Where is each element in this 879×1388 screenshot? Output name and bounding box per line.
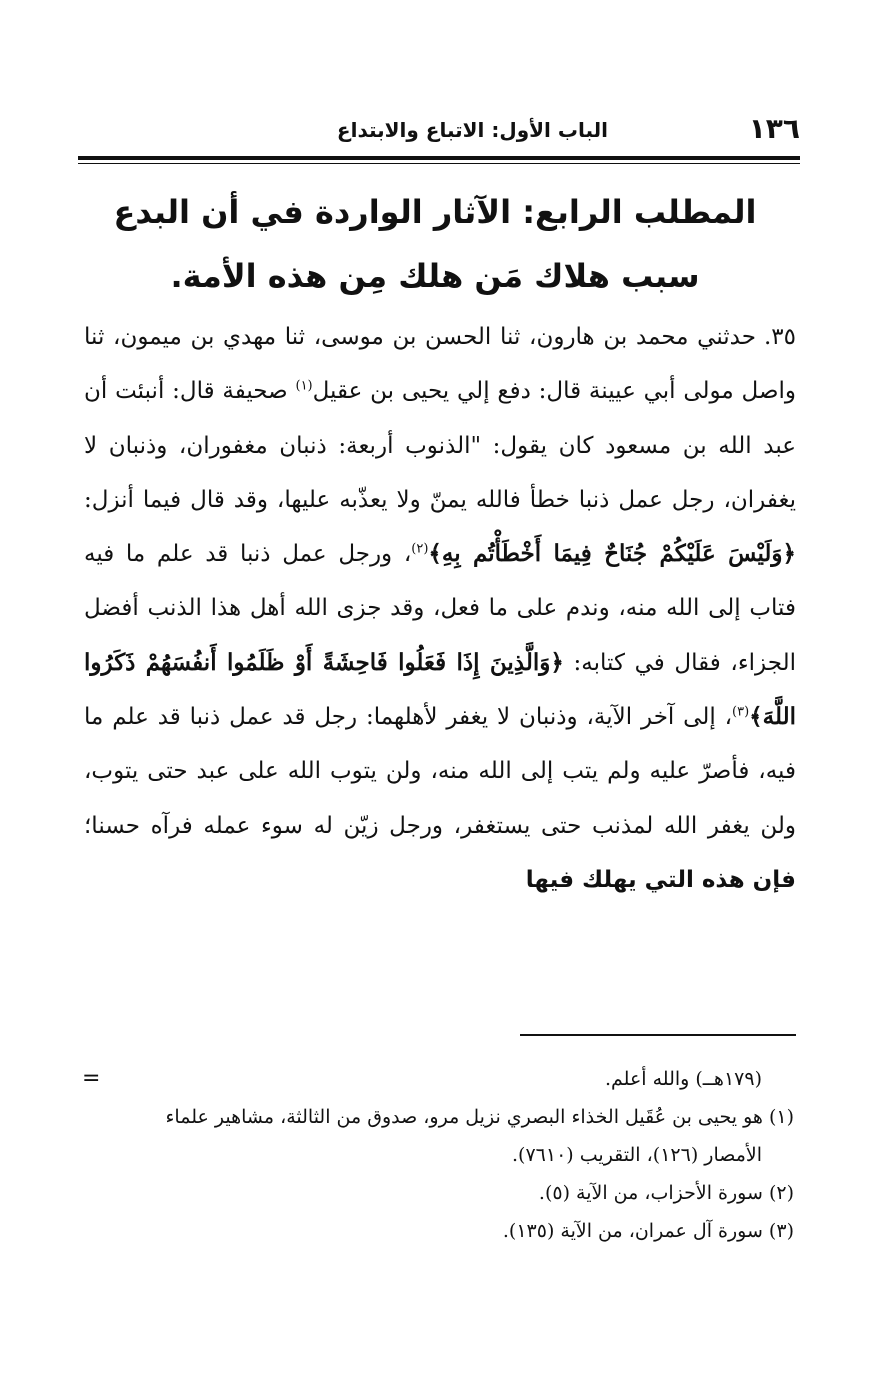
- page-number: ١٣٦: [748, 112, 800, 145]
- running-header-title: الباب الأول: الاتباع والابتداع: [336, 118, 608, 142]
- footnote-ref-3[interactable]: (٣): [732, 704, 750, 720]
- body-text-1: حدثني محمد بن هارون، ثنا الحسن بن موسى، ثنا مهدي بن ميمون، ثنا واصل مولى أبي عيينة قال: دفع إلي يحيى بن عقيل: [84, 324, 796, 405]
- footnote-separator: [520, 1034, 796, 1036]
- body-text-2: صحيفة قال: أنبئت أن عبد الله بن مسعود كان يقول: "الذنوب أربعة: ذنبان مغفوران، وذنبان لا يغفران، رجل عمل ذنبا خطأ فالله يمنّ ولا يعذّبه عليها، وقد قال فيما أنزل:: [84, 378, 796, 513]
- footnote-1: (١) هو يحيى بن عُقَيل الخذاء البصري نزيل مرو، صدوق من الثالثة، مشاهير علماء: [165, 1106, 794, 1128]
- header-rule: [78, 156, 800, 160]
- bold-phrase: فإن هذه التي يهلك فيها: [525, 866, 796, 893]
- footnote-continuation: (١٧٩هــ) والله أعلم.: [604, 1068, 762, 1090]
- footnote-ref-1[interactable]: (١): [295, 378, 313, 394]
- footnote-1-continued: الأمصار (١٢٦)، التقريب (٧٦١٠).: [512, 1144, 762, 1166]
- body-paragraph: [84, 310, 796, 907]
- footnote-2: (٢) سورة الأحزاب، من الآية (٥).: [538, 1182, 794, 1204]
- footnote-3: (٣) سورة آل عمران، من الآية (١٣٥).: [502, 1220, 794, 1242]
- body-text-4: ، إلى آخر الآية، وذنبان لا يغفر لأهلهما: رجل قد عمل ذنبا قد علم ما فيه، فأصرّ عليه ولم يتب إلى الله منه، ولن يتوب الله على عبد حتى يتوب، ولن يغفر الله لمذنب حتى يستغفر، ورجل زيّن له سوء عمله فرآه حسنا؛: [84, 704, 796, 839]
- running-header: [78, 108, 800, 152]
- report-number: ٣٥.: [763, 324, 796, 350]
- body-text-3: ، ورجل عمل ذنبا قد علم ما فيه فتاب إلى الله منه، وندم على ما فعل، وقد جزى الله أهل هذا الذنب أفضل الجزاء، فقال في كتابه:: [84, 541, 796, 676]
- quran-quote-1: ﴿وَلَيْسَ عَلَيْكُمْ جُنَاحٌ فِيمَا أَخْطَأْتُم بِهِ﴾: [428, 540, 796, 568]
- quran-quote-2: ﴿وَالَّذِينَ إِذَا فَعَلُوا فَاحِشَةً أَوْ ظَلَمُوا أَنفُسَهُمْ ذَكَرُوا اللَّهَ﴾: [84, 648, 796, 731]
- footnotes: [84, 1060, 796, 1250]
- header-rule-thin: [78, 163, 800, 164]
- section-heading: المطلب الرابع: الآثار الواردة في أن البدع سبب هلاك مَن هلك مِن هذه الأمة.: [113, 193, 757, 295]
- footnote-ref-2[interactable]: (٢): [411, 541, 429, 557]
- continuation-mark: =: [82, 1066, 101, 1091]
